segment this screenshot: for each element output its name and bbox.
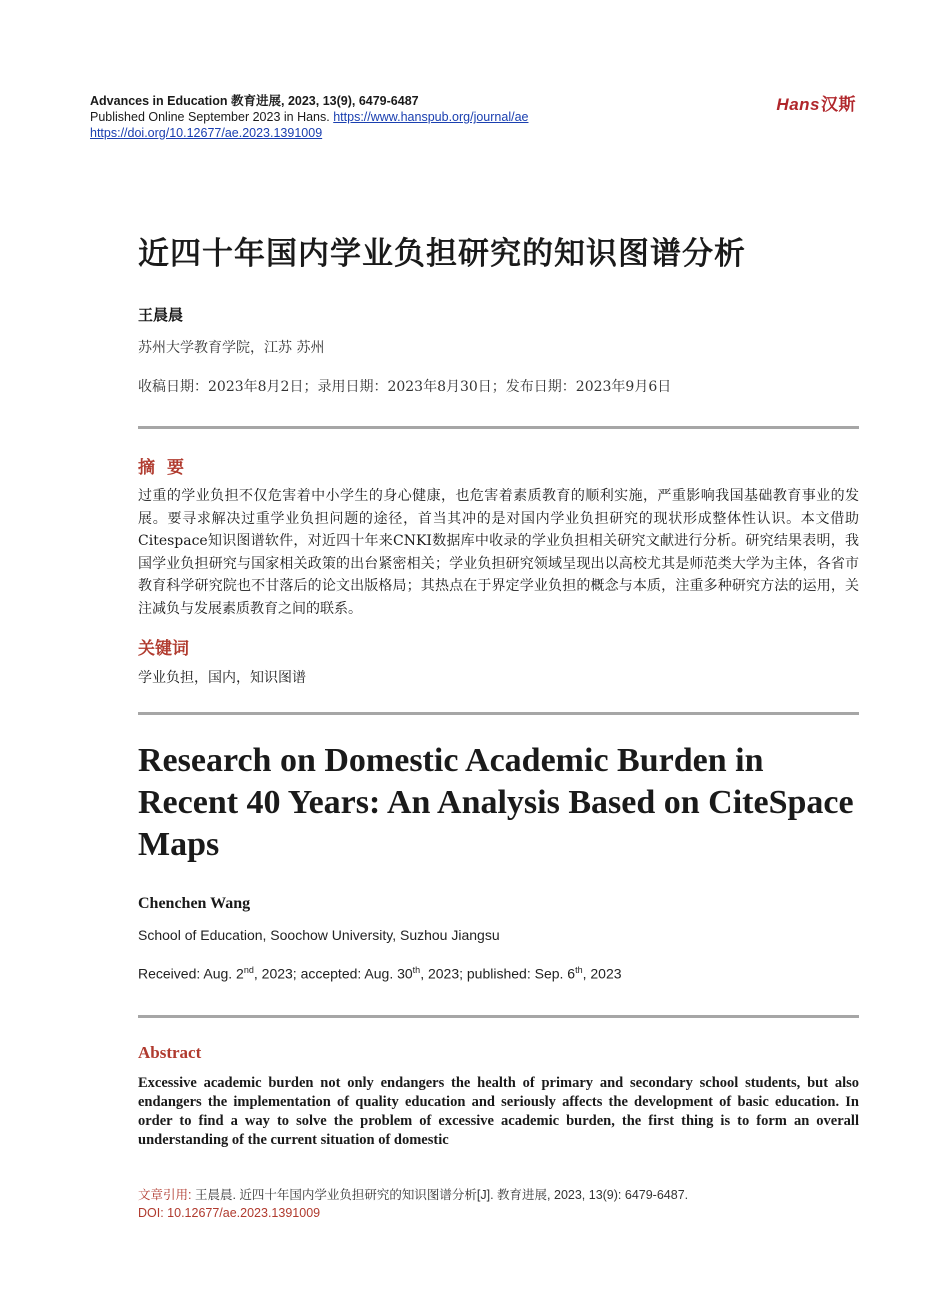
en-dates: [138, 965, 622, 982]
dates-tail: , 2023: [582, 965, 622, 982]
published-date: , 2023; published: Sep. 6: [420, 965, 576, 982]
cn-abstract: 过重的学业负担不仅危害着中小学生的身心健康，也危害着素质教育的顺利实施，严重影响我国基础教育事业的发展。要寻求解决过重学业负担问题的途径，首当其冲的是对国内学业负担研究的现状形成整体性认识。本文借助Citespace知识图谱软件，对近四十年来CNKI数据库中收录的学业负担相关研究文献进行分析。研究结果表明，我国学业负担研究与国家相关政策的出台紧密相关；学业负担研究领域呈现出以高校尤其是师范类大学为主体，各省市教育科学研究院也不甘落后的论文出版格局；其热点在于界定学业负担的概念与本质，注重多种研究方法的运用，关注减负与发展素质教育之间的联系。: [138, 488, 859, 617]
published-line: [90, 109, 528, 125]
doi-link[interactable]: https://doi.org/10.12677/ae.2023.1391009: [90, 126, 323, 140]
citation-footer: [138, 1186, 688, 1222]
en-title: Research on Domestic Academic Burden in Recent 40 Years: An Analysis Based on CiteSpace Maps: [138, 742, 854, 863]
divider: [138, 426, 859, 429]
journal-link[interactable]: https://www.hanspub.org/journal/ae: [333, 110, 529, 124]
published-sup: th: [575, 965, 583, 975]
accepted-sup: th: [412, 965, 421, 975]
cn-author: 王晨晨: [138, 306, 184, 324]
en-abstract-title: Abstract: [138, 1043, 202, 1062]
journal-line: Advances in Education 教育进展, 2023, 13(9), 6479-6487: [90, 94, 419, 108]
logo-cn: 汉斯: [821, 95, 856, 114]
en-author: Chenchen Wang: [138, 895, 251, 912]
publisher-logo: [776, 90, 856, 115]
received-sup: nd: [243, 965, 254, 975]
cn-abstract-title: 摘要: [138, 458, 196, 478]
cn-dates: 收稿日期：2023年8月2日；录用日期：2023年8月30日；发布日期：2023年9月6日: [138, 379, 672, 395]
citation-label: 文章引用:: [138, 1188, 192, 1202]
cn-keywords-title: 关键词: [138, 639, 189, 659]
accepted-date: , 2023; accepted: Aug. 30: [253, 965, 413, 982]
citation-doi: DOI: 10.12677/ae.2023.1391009: [138, 1206, 321, 1220]
logo-latin: Hans: [776, 95, 820, 114]
divider: [138, 1015, 859, 1018]
en-affiliation: School of Education, Soochow University, Suzhou Jiangsu: [138, 927, 500, 943]
divider: [138, 712, 859, 715]
citation-text: 王晨晨. 近四十年国内学业负担研究的知识图谱分析[J]. 教育进展, 2023, 13(9): 6479-6487.: [191, 1188, 689, 1202]
published-prefix: Published Online September 2023 in Hans.: [90, 110, 334, 124]
journal-header: [90, 93, 528, 141]
received-date: Received: Aug. 2: [138, 965, 244, 982]
cn-title: 近四十年国内学业负担研究的知识图谱分析: [138, 236, 746, 272]
cn-keywords: 学业负担，国内，知识图谱: [138, 670, 306, 686]
cn-affiliation: 苏州大学教育学院，江苏 苏州: [138, 340, 325, 356]
en-abstract: Excessive academic burden not only endangers the health of primary and secondary school students, but also endangers the implementation of quality education and seriously affects the development of basic education. In order to find a way to solve the problem of excessive academic burden, the first thing is to form an overall understanding of the current situation of domestic: [138, 1075, 859, 1148]
